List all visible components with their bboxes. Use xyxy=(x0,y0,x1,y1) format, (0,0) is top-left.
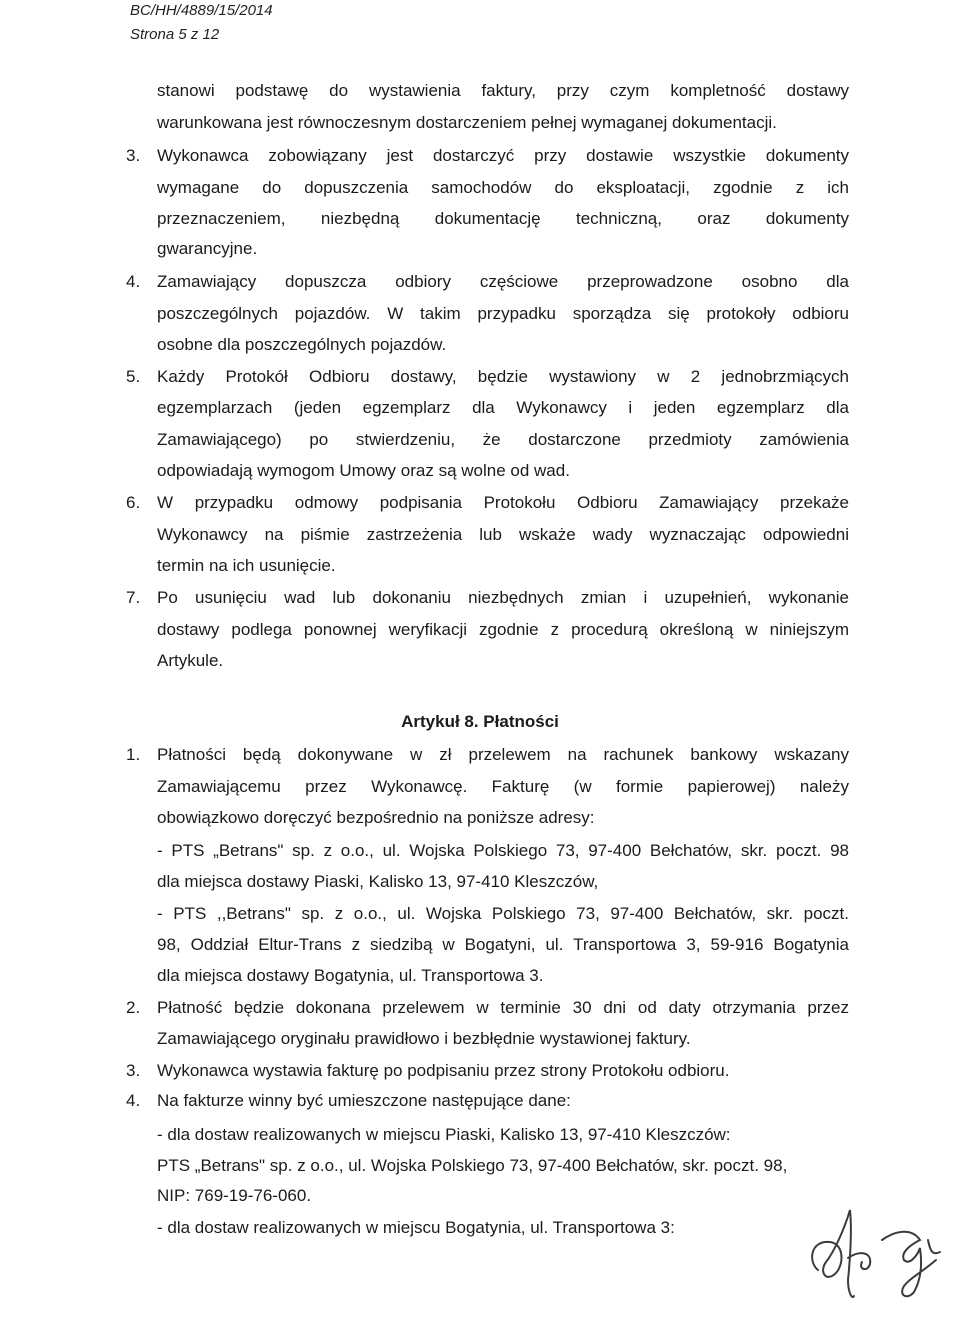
article-heading: Artykuł 8. Płatności xyxy=(401,712,559,731)
list-number: 4. xyxy=(126,1091,141,1110)
text-line: Zamawiającego oryginału prawidłowo i bezbłędnie wystawionej faktury. xyxy=(157,1029,691,1048)
list-number: 6. xyxy=(126,493,141,512)
list-number: 4. xyxy=(126,272,141,291)
document-id: BC/HH/4889/15/2014 xyxy=(130,2,273,19)
text-line: Płatności będą dokonywane w zł przelewem na rachunek bankowy wskazany xyxy=(157,745,849,764)
text-line: wymagane do dopuszczenia samochodów do eksploatacji, zgodnie z ich xyxy=(157,178,849,197)
text-line: PTS „Betrans" sp. z o.o., ul. Wojska Polskiego 73, 97-400 Bełchatów, skr. poczt. 98, xyxy=(157,1156,788,1175)
text-line: Wykonawcy na piśmie zastrzeżenia lub wskaże wady wyznaczając odpowiedni xyxy=(157,525,849,544)
list-number: 7. xyxy=(126,588,141,607)
text-line: Każdy Protokół Odbioru dostawy, będzie wystawiony w 2 jednobrzmiących xyxy=(157,367,849,386)
text-line: Wykonawca wystawia fakturę po podpisaniu przez strony Protokołu odbioru. xyxy=(157,1061,730,1080)
list-number: 1. xyxy=(126,745,141,764)
text-line: dla miejsca dostawy Piaski, Kalisko 13, 97-410 Kleszczów, xyxy=(157,872,599,891)
text-line: Na fakturze winny być umieszczone następujące dane: xyxy=(157,1091,571,1110)
text-line: osobne dla poszczególnych pojazdów. xyxy=(157,335,447,354)
list-number: 3. xyxy=(126,146,141,165)
text-line: obowiązkowo doręczyć bezpośrednio na poniższe adresy: xyxy=(157,808,595,827)
list-number: 5. xyxy=(126,367,141,386)
text-line: - dla dostaw realizowanych w miejscu Bogatynia, ul. Transportowa 3: xyxy=(157,1218,675,1237)
text-line: Artykule. xyxy=(157,651,224,670)
text-line: gwarancyjne. xyxy=(157,239,258,258)
text-line: odpowiadają wymogom Umowy oraz są wolne od wad. xyxy=(157,461,570,480)
text-line: stanowi podstawę do wystawienia faktury, przy czym kompletność dostawy xyxy=(157,81,849,100)
text-line: przeznaczeniem, niezbędną dokumentację techniczną, oraz dokumenty xyxy=(157,209,849,228)
text-line: Zamawiającemu przez Wykonawcę. Fakturę (w formie papierowej) należy xyxy=(157,777,849,796)
text-line: poszczególnych pojazdów. W takim przypadku sporządza się protokoły odbioru xyxy=(157,304,849,323)
page-number: Strona 5 z 12 xyxy=(130,26,220,43)
text-line: Zamawiającego) po stwierdzeniu, że dostarczone przedmioty zamówienia xyxy=(157,430,849,449)
list-number: 3. xyxy=(126,1061,141,1080)
text-line: 98, Oddział Eltur-Trans z siedzibą w Bogatyni, ul. Transportowa 3, 59-916 Bogatynia xyxy=(157,935,849,954)
text-line: dostawy podlega ponownej weryfikacji zgodnie z procedurą określoną w niniejszym xyxy=(157,620,849,639)
text-line: - PTS ,,Betrans" sp. z o.o., ul. Wojska Polskiego 73, 97-400 Bełchatów, skr. poczt. xyxy=(157,904,849,923)
text-line: Zamawiający dopuszcza odbiory częściowe przeprowadzone osobno dla xyxy=(157,272,849,291)
text-line: Wykonawca zobowiązany jest dostarczyć przy dostawie wszystkie dokumenty xyxy=(157,146,849,165)
text-line: - dla dostaw realizowanych w miejscu Piaski, Kalisko 13, 97-410 Kleszczów: xyxy=(157,1125,731,1144)
text-line: Po usunięciu wad lub dokonaniu niezbędnych zmian i uzupełnień, wykonanie xyxy=(157,588,849,607)
text-line: Płatność będzie dokonana przelewem w terminie 30 dni od daty otrzymania przez xyxy=(157,998,849,1017)
text-line: NIP: 769-19-76-060. xyxy=(157,1186,312,1205)
text-line: egzemplarzach (jeden egzemplarz dla Wykonawcy i jeden egzemplarz dla xyxy=(157,398,849,417)
text-line: warunkowana jest równoczesnym dostarczeniem pełnej wymaganej dokumentacji. xyxy=(157,113,777,132)
list-number: 2. xyxy=(126,998,141,1017)
text-line: W przypadku odmowy podpisania Protokołu Odbioru Zamawiający przekaże xyxy=(157,493,849,512)
text-line: dla miejsca dostawy Bogatynia, ul. Transportowa 3. xyxy=(157,966,544,985)
text-line: termin na ich usunięcie. xyxy=(157,556,336,575)
text-line: - PTS „Betrans" sp. z o.o., ul. Wojska Polskiego 73, 97-400 Bełchatów, skr. poczt. 98 xyxy=(157,841,849,860)
signature-initials xyxy=(800,1200,950,1310)
